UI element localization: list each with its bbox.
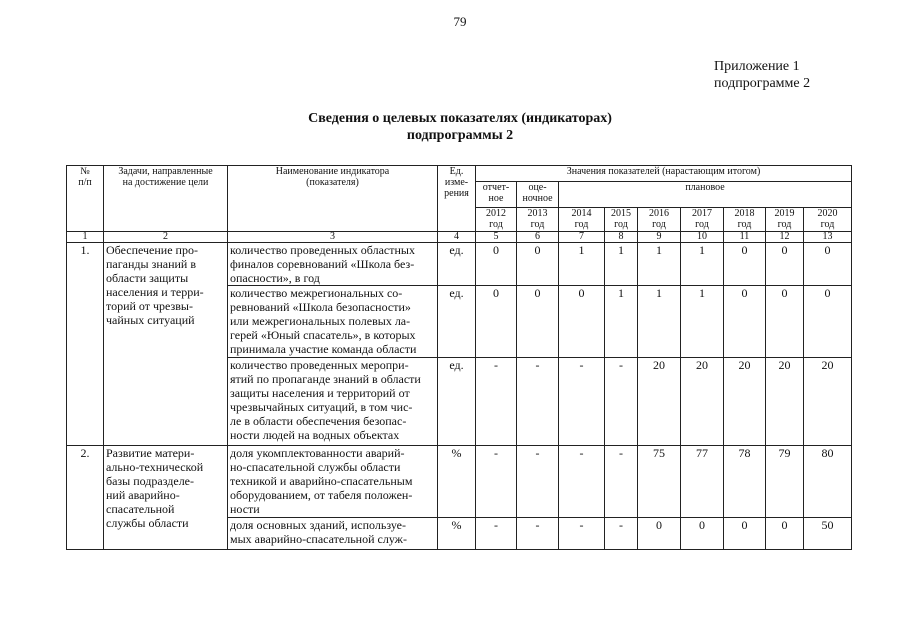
indicator-value: 1	[638, 243, 681, 286]
table-body	[67, 243, 852, 550]
header-num: № п/п	[67, 166, 104, 232]
page-title	[0, 110, 905, 144]
table-row	[67, 243, 852, 286]
indicator-value: 1	[638, 286, 681, 358]
header-column-number: 6	[517, 232, 559, 243]
indicator-value: 0	[766, 286, 804, 358]
indicator-value: 78	[724, 446, 766, 518]
indicator-value: -	[476, 358, 517, 446]
header-column-number: 7	[559, 232, 605, 243]
appendix-note	[714, 58, 810, 92]
indicator-value: -	[476, 446, 517, 518]
header-year: 2019 год	[766, 208, 804, 232]
header-column-number: 4	[438, 232, 476, 243]
indicator-value: 20	[804, 358, 852, 446]
header-column-number: 11	[724, 232, 766, 243]
indicator-name: доля основных зданий, используе- мых аварийно-спасательной служ-	[228, 518, 438, 550]
page-title-line2: подпрограммы 2	[406, 128, 514, 143]
header-column-number: 2	[104, 232, 228, 243]
indicator-value: 0	[517, 243, 559, 286]
indicator-value: -	[605, 358, 638, 446]
indicator-value: 20	[766, 358, 804, 446]
table-row	[67, 446, 852, 518]
header-column-number: 9	[638, 232, 681, 243]
indicator-value: 1	[605, 286, 638, 358]
indicator-value: 1	[605, 243, 638, 286]
header-column-number: 5	[476, 232, 517, 243]
header-year: 2020 год	[804, 208, 852, 232]
group-task: Развитие матери- ально-технической базы подразделе- ний аварийно- спасательной службы области	[104, 446, 228, 550]
header-column-number: 3	[228, 232, 438, 243]
header-planned: плановое	[559, 182, 852, 208]
indicator-value: 0	[724, 243, 766, 286]
indicator-unit: ед.	[438, 243, 476, 286]
indicator-value: -	[517, 518, 559, 550]
indicator-value: 20	[681, 358, 724, 446]
indicator-value: 0	[476, 286, 517, 358]
group-task: Обеспечение про- паганды знаний в области защиты населения и терри- торий от чрезвы- чайных ситуаций	[104, 243, 228, 446]
indicator-value: 1	[559, 243, 605, 286]
indicator-value: 77	[681, 446, 724, 518]
indicator-name: количество проведенных областных финалов соревнований «Школа без- опасности», в год	[228, 243, 438, 286]
indicator-value: 20	[724, 358, 766, 446]
indicator-unit: ед.	[438, 286, 476, 358]
indicator-name: количество проведенных меропри- ятий по пропаганде знаний в области защиты населения и территорий от чрезвычайных ситуаций, в том чис- ле в области обеспечения безопас- ности людей на водных объектах	[228, 358, 438, 446]
group-number: 1.	[67, 243, 104, 446]
indicator-value: 0	[476, 243, 517, 286]
header-column-number: 8	[605, 232, 638, 243]
header-year: 2016 год	[638, 208, 681, 232]
appendix-line1: Приложение 1	[714, 59, 800, 74]
indicator-value: -	[559, 446, 605, 518]
header-column-number: 12	[766, 232, 804, 243]
header-values: Значения показателей (нарастающим итогом)	[476, 166, 852, 182]
indicator-value: 0	[766, 243, 804, 286]
indicator-value: 0	[638, 518, 681, 550]
indicator-value: 79	[766, 446, 804, 518]
indicator-value: 0	[517, 286, 559, 358]
indicator-value: 1	[681, 243, 724, 286]
header-column-number: 13	[804, 232, 852, 243]
indicator-value: -	[517, 446, 559, 518]
header-reported: отчет- ное	[476, 182, 517, 208]
header-unit: Ед. изме- рения	[438, 166, 476, 232]
indicator-value: 20	[638, 358, 681, 446]
indicator-value: 0	[559, 286, 605, 358]
indicator-name: количество межрегиональных со- ревнований «Школа безопасности» или межрегиональных полевых ла- герей «Юный спасатель», в которых принимала участие команда области	[228, 286, 438, 358]
indicator-value: 0	[724, 518, 766, 550]
header-column-number: 10	[681, 232, 724, 243]
indicator-value: -	[559, 358, 605, 446]
appendix-line2: подпрограмме 2	[714, 76, 811, 91]
indicator-unit: ед.	[438, 358, 476, 446]
indicator-value: -	[476, 518, 517, 550]
header-tasks: Задачи, направленные на достижение цели	[104, 166, 228, 232]
indicator-value: 0	[681, 518, 724, 550]
indicator-name: доля укомплектованности аварий- но-спасательной службы области техникой и аварийно-спасательным оборудованием, от табеля положен- ности	[228, 446, 438, 518]
page-number: 79	[453, 14, 467, 29]
header-year: 2015 год	[605, 208, 638, 232]
indicator-value: -	[605, 518, 638, 550]
indicator-value: 1	[681, 286, 724, 358]
header-year: 2014 год	[559, 208, 605, 232]
indicator-value: 0	[766, 518, 804, 550]
header-year: 2018 год	[724, 208, 766, 232]
indicator-unit: %	[438, 518, 476, 550]
indicator-value: 0	[804, 286, 852, 358]
indicators-table	[66, 165, 852, 550]
page-title-line1: Сведения о целевых показателях (индикаторах)	[308, 111, 612, 126]
header-year: 2013 год	[517, 208, 559, 232]
indicator-value: 80	[804, 446, 852, 518]
indicator-value: -	[605, 446, 638, 518]
group-number: 2.	[67, 446, 104, 550]
header-column-number: 1	[67, 232, 104, 243]
header-indicator: Наименование индикатора (показателя)	[228, 166, 438, 232]
header-year: 2017 год	[681, 208, 724, 232]
header-year: 2012 год	[476, 208, 517, 232]
indicator-value: 0	[724, 286, 766, 358]
indicator-value: 50	[804, 518, 852, 550]
indicator-unit: %	[438, 446, 476, 518]
indicator-value: 0	[804, 243, 852, 286]
indicator-value: -	[559, 518, 605, 550]
indicator-value: 75	[638, 446, 681, 518]
header-estimated: оце- ночное	[517, 182, 559, 208]
indicator-value: -	[517, 358, 559, 446]
table-header	[67, 166, 852, 243]
